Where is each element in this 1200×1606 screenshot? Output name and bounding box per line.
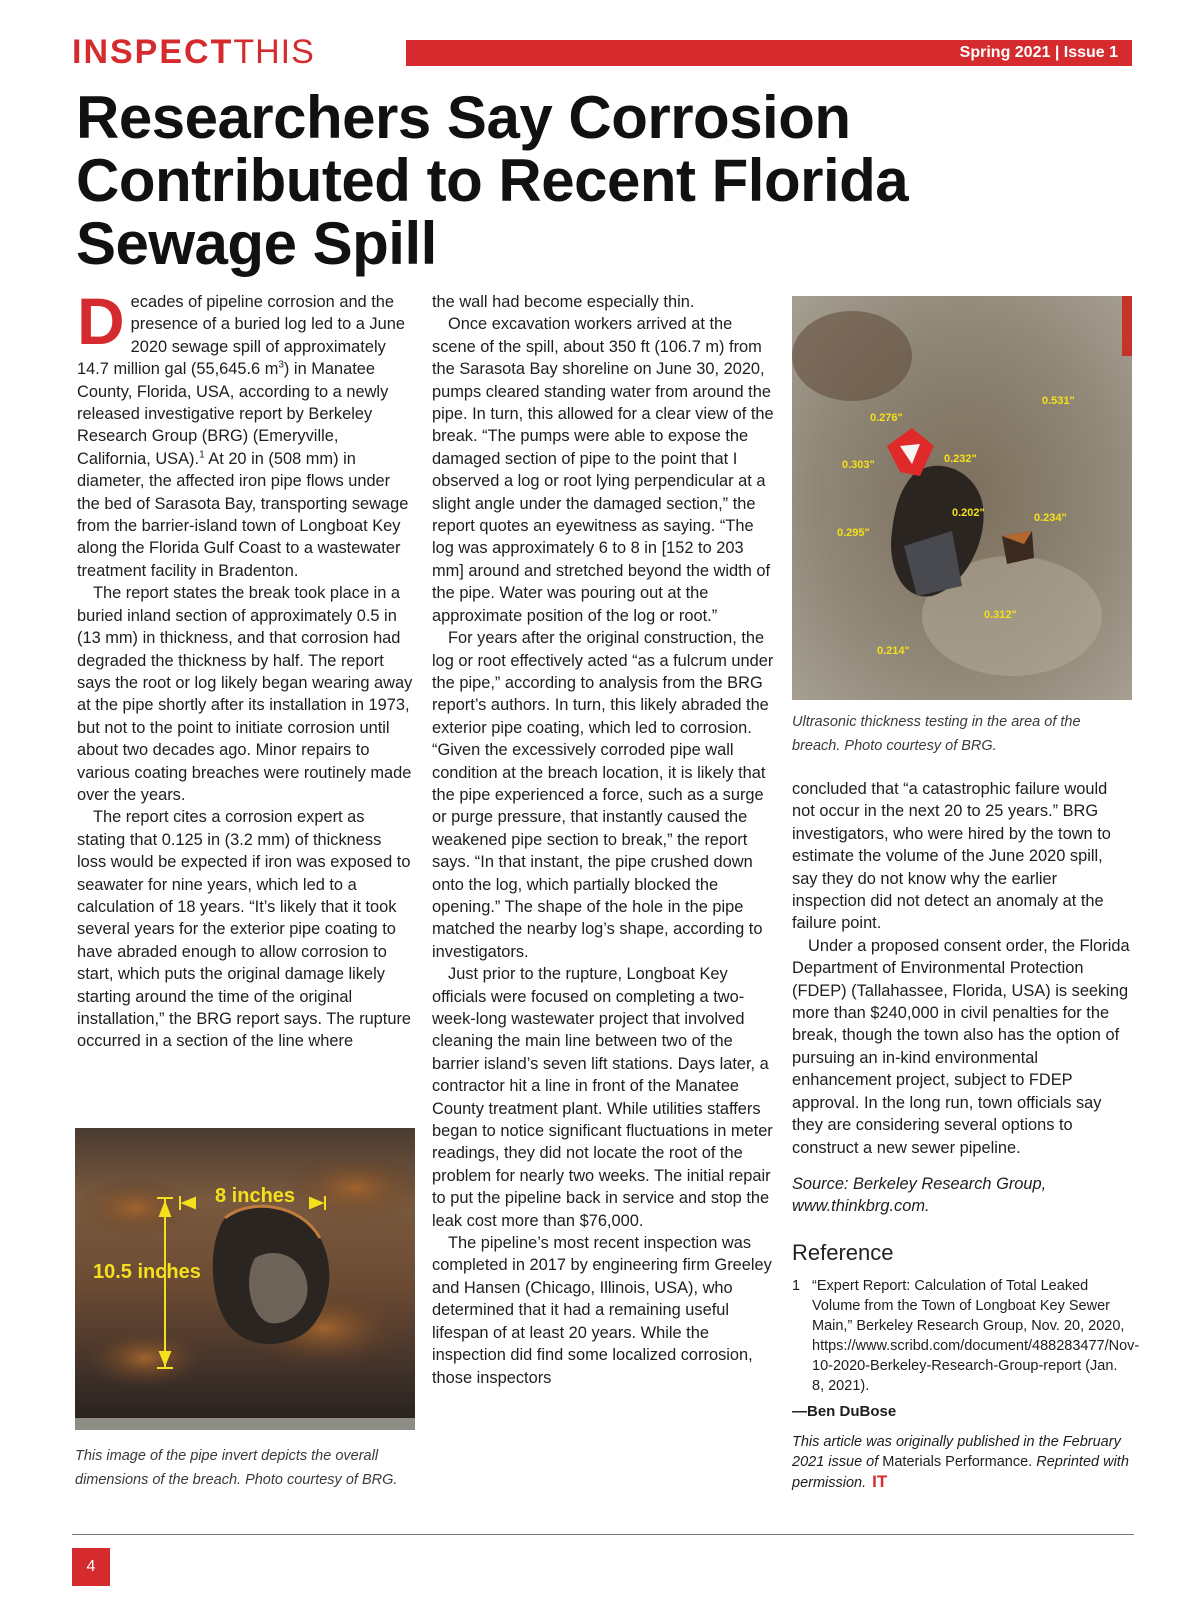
- footnote-ref[interactable]: 1: [199, 449, 205, 461]
- thickness-reading: 0.202": [952, 507, 985, 519]
- end-mark: IT: [872, 1471, 888, 1491]
- ultrasonic-testing-illustration: [792, 296, 1132, 700]
- reference-text[interactable]: “Expert Report: Calculation of Total Leaked Volume from the Town of Longboat Key Sewer Main,” Berkeley Research Group, Nov. 20, 2020, https://www.scribd.com/document/488283477/Nov-10-2020-Berkeley-Research-Group-report (Jan. 8, 2021).: [812, 1277, 1140, 1394]
- article-headline: Researchers Say Corrosion Contributed to Recent Florida Sewage Spill: [76, 84, 909, 277]
- text-run: At 20 in (508 mm) in diameter, the affected iron pipe flows under the bed of Sarasota Bay, transporting sewage from the barrier-island town of Longboat Key along the Florida Gulf Coast to a wastewater treatment facility in Bradenton.: [77, 449, 409, 580]
- ultrasonic-testing-photo: [792, 296, 1132, 700]
- author-byline: —Ben DuBose: [792, 1402, 897, 1420]
- text-run: This article was originally published in the February 2021 issue of: [792, 1433, 1121, 1470]
- text-run: ecades of pipeline corrosion and the presence of a buried log led to a June 2020 sewage spill of approximately 14.7 million gal (55,645.6 m: [77, 293, 405, 379]
- source-line: Source: Berkeley Research Group, www.thinkbrg.com.: [792, 1174, 1047, 1216]
- publication-name: Materials Performance.: [878, 1453, 1033, 1470]
- article-column-1: [77, 284, 413, 1053]
- footer-divider: [72, 1534, 1134, 1535]
- thickness-reading: 0.295": [837, 527, 870, 539]
- paragraph: concluded that “a catastrophic failure would not occur in the next 20 to 25 years.” BRG investigators, who were hired by the town to estimate the volume of the June 2020 spill, say they do not know why the earlier inspection did not detect an anomaly at the failure point.: [792, 780, 1111, 933]
- masthead: [72, 34, 1132, 70]
- pipe-breach-photo: [75, 1128, 415, 1430]
- paragraph: the wall had become especially thin.: [432, 293, 695, 311]
- thickness-reading: 0.276": [870, 412, 903, 424]
- figure-2-caption: Ultrasonic thickness testing in the area of the breach. Photo courtesy of BRG.: [792, 714, 1081, 754]
- pipe-breach-illustration: [75, 1128, 415, 1430]
- reprint-note: [792, 1432, 1132, 1493]
- reference-heading: Reference: [792, 1239, 894, 1265]
- reference-number: 1: [792, 1277, 801, 1294]
- figure-1-caption: This image of the pipe invert depicts the overall dimensions of the breach. Photo courtesy of BRG.: [75, 1448, 398, 1488]
- logo-bold-word: INSPECT: [72, 33, 234, 71]
- thickness-reading: 0.531": [1042, 395, 1075, 407]
- text-run: Reprinted with permission.: [792, 1453, 1129, 1491]
- reference-item: [792, 1276, 1140, 1396]
- issue-banner: [406, 40, 1132, 66]
- superscript-cubed: 3: [278, 359, 284, 371]
- logo-light-word: THIS: [233, 33, 315, 71]
- thickness-reading: 0.312": [984, 609, 1017, 621]
- paragraph: Under a proposed consent order, the Florida Department of Environmental Protection (FDEP) (Tallahassee, Florida, USA) is seeking more than $240,000 in civil penalties for the break, though the town also has the option of pursuing an in-kind environmental enhancement project, subject to FDEP approval. In the long run, town officials say they are considering several options to construct a new sewer pipeline.: [792, 936, 1130, 1157]
- thickness-reading: 0.214": [877, 645, 910, 657]
- paragraph: For years after the original construction, the log or root effectively acted “as a fulcrum under the pipe,” according to analysis from the BRG report’s authors. In turn, this likely abraded the exterior pipe coating, which led to corrosion. “Given the excessively corroded pipe wall condition at the breach location, it is likely that the pipe experienced a force, such as a surge or purge pressure, that instantly caused the weakened pipe section to break,” the report says. “In that instant, the pipe crushed down onto the log, which partially blocked the opening.” The shape of the hole in the pipe matched the nearby log’s shape, according to investigators.: [432, 629, 774, 961]
- paragraph: The pipeline’s most recent inspection was completed in 2017 by engineering firm Greeley and Hansen (Chicago, Illinois, USA), who determined that it had a remaining useful lifespan of at least 20 years. While the inspection did find some localized corrosion, those inspectors: [432, 1234, 772, 1387]
- text-run: ) in Manatee County, Florida, USA, according to a newly released investigative report by Berkeley Research Group (BRG) (Emeryville, California, USA).: [77, 360, 389, 468]
- paragraph: Once excavation workers arrived at the scene of the spill, about 350 ft (106.7 m) from the Sarasota Bay shoreline on June 30, 2020, pumps cleared standing water from around the pipe. In turn, this allowed for a clear view of the break. “The pumps were able to expose the damaged section of pipe to the point that I observed a log or root lying perpendicular at a slight angle under the damaged section,” the report quotes an eyewitness as saying. “The log was approximately 6 to 8 in [152 to 203 mm] around and stretched beyond the width of the pipe. Water was pouring out at the approximate position of the log or root.”: [432, 315, 774, 625]
- article-column-3: [792, 778, 1140, 1493]
- thickness-reading: 0.234": [1034, 512, 1067, 524]
- paragraph: The report states the break took place in a buried inland section of approximately 0.5 in (13 mm) in thickness, and that corrosion had degraded the thickness by half. The report says the root or log likely began wearing away at the pipe shortly after its installation in 1973, but not to the point to initiate corrosion until about two decades ago. Minor repairs to various coating breaches were routinely made over the years.: [77, 584, 413, 804]
- thickness-reading: 0.303": [842, 459, 875, 471]
- height-label: 10.5 inches: [93, 1261, 201, 1283]
- article-column-2: [432, 291, 774, 1389]
- paragraph: Just prior to the rupture, Longboat Key officials were focused on completing a two-week-long wastewater project that involved cleaning the main line between two of the barrier island’s seven lift stations. Days later, a contractor hit a line in front of the Manatee County treatment plant. While utilities staffers began to notice significant fluctuations in meter readings, they did not locate the root of the problem for nearly two weeks. The initial repair to put the pipeline back in service and stop the leak cost more than $76,000.: [432, 965, 773, 1230]
- paragraph: [77, 284, 413, 582]
- page-number: 4: [72, 1548, 110, 1586]
- width-label: 8 inches: [215, 1185, 296, 1207]
- publication-logo: [72, 34, 315, 70]
- drop-cap: D: [77, 284, 125, 358]
- paragraph: The report cites a corrosion expert as stating that 0.125 in (3.2 mm) of thickness loss would be expected if iron was exposed to seawater for nine years, which led to a calculation of 18 years. “It’s likely that it took several years for the exterior pipe coating to have abraded enough to allow corrosion to start, which puts the original damage likely starting around the time of the original installation,” the BRG report says. The rupture occurred in a section of the line where: [77, 808, 412, 1051]
- issue-label: Spring 2021 | Issue 1: [959, 44, 1118, 61]
- thickness-reading: 0.232": [944, 453, 977, 465]
